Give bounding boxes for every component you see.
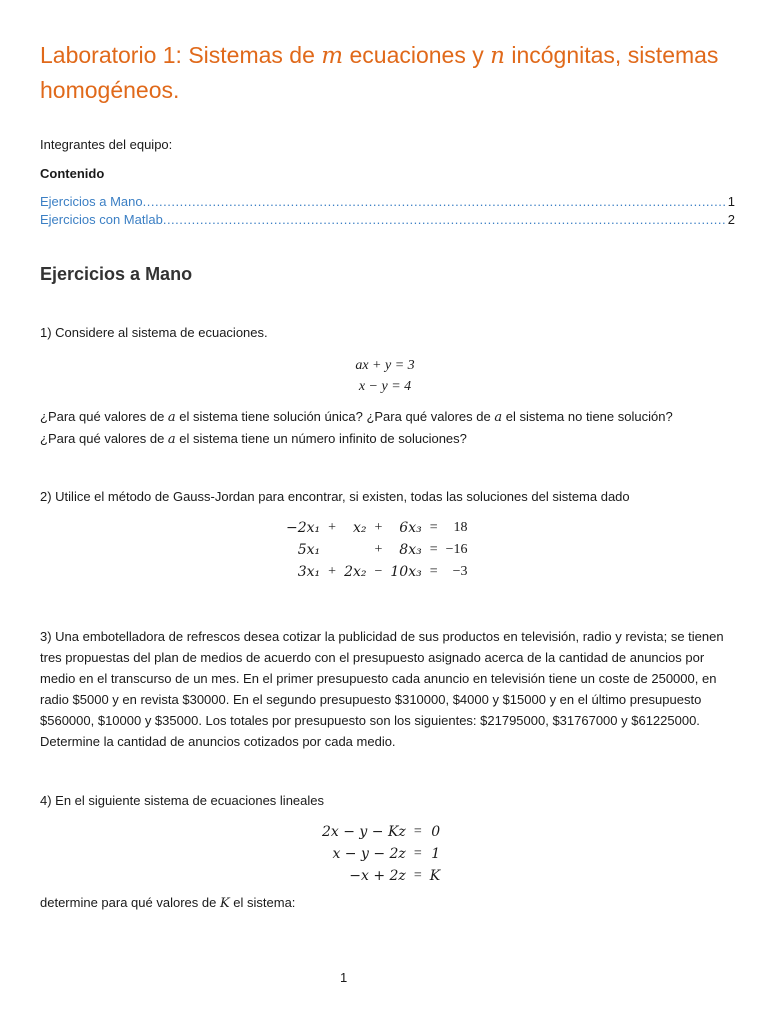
var-a: a: [167, 432, 176, 447]
equation-line: ax + y = 3: [355, 358, 415, 373]
rhs: 1: [431, 846, 441, 862]
title-text: ecuaciones y: [343, 42, 491, 68]
toc-leader-dots: [143, 193, 726, 211]
rhs: K: [429, 868, 441, 884]
toc-link-ejercicios-a-mano[interactable]: Ejercicios a Mano: [40, 194, 143, 209]
problem-4-equations: [318, 821, 444, 887]
operator: +: [328, 520, 337, 535]
toc-link-ejercicios-con-matlab[interactable]: Ejercicios con Matlab: [40, 212, 163, 227]
problem-2-equations: [282, 517, 472, 583]
equation-row: [282, 561, 472, 583]
document-title: [40, 38, 730, 107]
toc-page-number: 1: [727, 194, 735, 209]
term: 5x₁: [297, 542, 321, 558]
var-k: K: [219, 896, 230, 911]
toc-leader-dots: [163, 211, 726, 229]
term: −2x₁: [286, 520, 321, 536]
equation-row: [282, 517, 472, 539]
lhs: −x + 2z: [349, 868, 406, 884]
problem-4-outro: [40, 892, 735, 914]
equals: =: [413, 868, 422, 883]
equation-line: x − y = 4: [358, 379, 412, 394]
equation-row: [318, 865, 444, 887]
term: 2x₂: [344, 564, 367, 580]
operator: −: [374, 564, 383, 579]
page-number: 1: [340, 970, 348, 985]
equals: =: [429, 520, 438, 535]
rhs: 0: [431, 824, 441, 840]
var-a: a: [494, 410, 503, 425]
contents-heading: Contenido: [40, 166, 105, 181]
title-text: Laboratorio 1: Sistemas de: [40, 42, 322, 68]
question-text: el sistema no tiene solución?: [502, 409, 673, 424]
problem-1-intro: 1) Considere al sistema de ecuaciones.: [40, 325, 268, 340]
rhs: −16: [445, 542, 468, 557]
term: 3x₁: [297, 564, 321, 580]
toc-item[interactable]: [40, 211, 735, 229]
var-a: a: [167, 410, 176, 425]
question-text: el sistema tiene solución única? ¿Para qué valores de: [175, 409, 495, 424]
problem-4-intro: 4) En el siguiente sistema de ecuaciones lineales: [40, 793, 325, 808]
title-var-m: m: [321, 43, 344, 69]
problem-2-intro: 2) Utilice el método de Gauss-Jordan para encontrar, si existen, todas las soluciones del sistema dado: [40, 489, 630, 504]
lhs: x − y − 2z: [332, 846, 406, 862]
equation-row: [318, 821, 444, 843]
problem-1-equations: [340, 355, 430, 397]
term: [340, 539, 370, 561]
equals: =: [413, 846, 422, 861]
operator: +: [374, 542, 383, 557]
operator: +: [328, 564, 337, 579]
question-text: ¿Para qué valores de: [40, 431, 168, 446]
question-text: el sistema tiene un número infinito de soluciones?: [175, 431, 467, 446]
term: 8x₃: [399, 542, 422, 558]
question-text: ¿Para qué valores de: [40, 409, 168, 424]
operator: +: [374, 520, 383, 535]
outro-text: determine para qué valores de: [40, 895, 220, 910]
toc-item[interactable]: [40, 193, 735, 211]
toc-page-number: 2: [727, 212, 735, 227]
section-heading-ejercicios-a-mano: Ejercicios a Mano: [40, 264, 193, 284]
term: x₂: [352, 520, 367, 536]
operator: [324, 539, 340, 561]
title-var-n: n: [490, 43, 505, 69]
problem-1-question: [40, 406, 735, 450]
table-of-contents: [40, 193, 735, 229]
outro-text: el sistema:: [229, 895, 296, 910]
term: 6x₃: [399, 520, 422, 536]
equals: =: [429, 564, 438, 579]
equals: =: [413, 824, 422, 839]
rhs: −3: [452, 564, 468, 579]
lhs: 2x − y − Kz: [322, 824, 406, 840]
document-page: [40, 0, 735, 1024]
term: 10x₃: [390, 564, 422, 580]
rhs: 18: [453, 520, 468, 535]
equals: =: [429, 542, 438, 557]
equation-row: [318, 843, 444, 865]
problem-3-text: 3) Una embotelladora de refrescos desea cotizar la publicidad de sus productos en televisión, radio y revista; se tienen tres propuestas del plan de medios de acuerdo con el presupuesto asignado acerca de la cantidad de anuncios por medio en el transcurso de un mes. En el primer presupuesto cada anuncio en televisión tiene un coste de 250000, en radio $5000 y en revista $30000. En el segundo presupuesto $310000, $4000 y $15000 y en el último presupuesto $560000, $10000 y $35000. Los totales por presupuesto son los siguientes: $21795000, $31767000 y $61225000. Determine la cantidad de anuncios cotizados por cada medio.: [40, 629, 724, 749]
equation-row: [282, 539, 472, 561]
title-text: incógnitas, sistemas homogéneos.: [40, 42, 719, 103]
team-members-label: Integrantes del equipo:: [40, 137, 173, 152]
